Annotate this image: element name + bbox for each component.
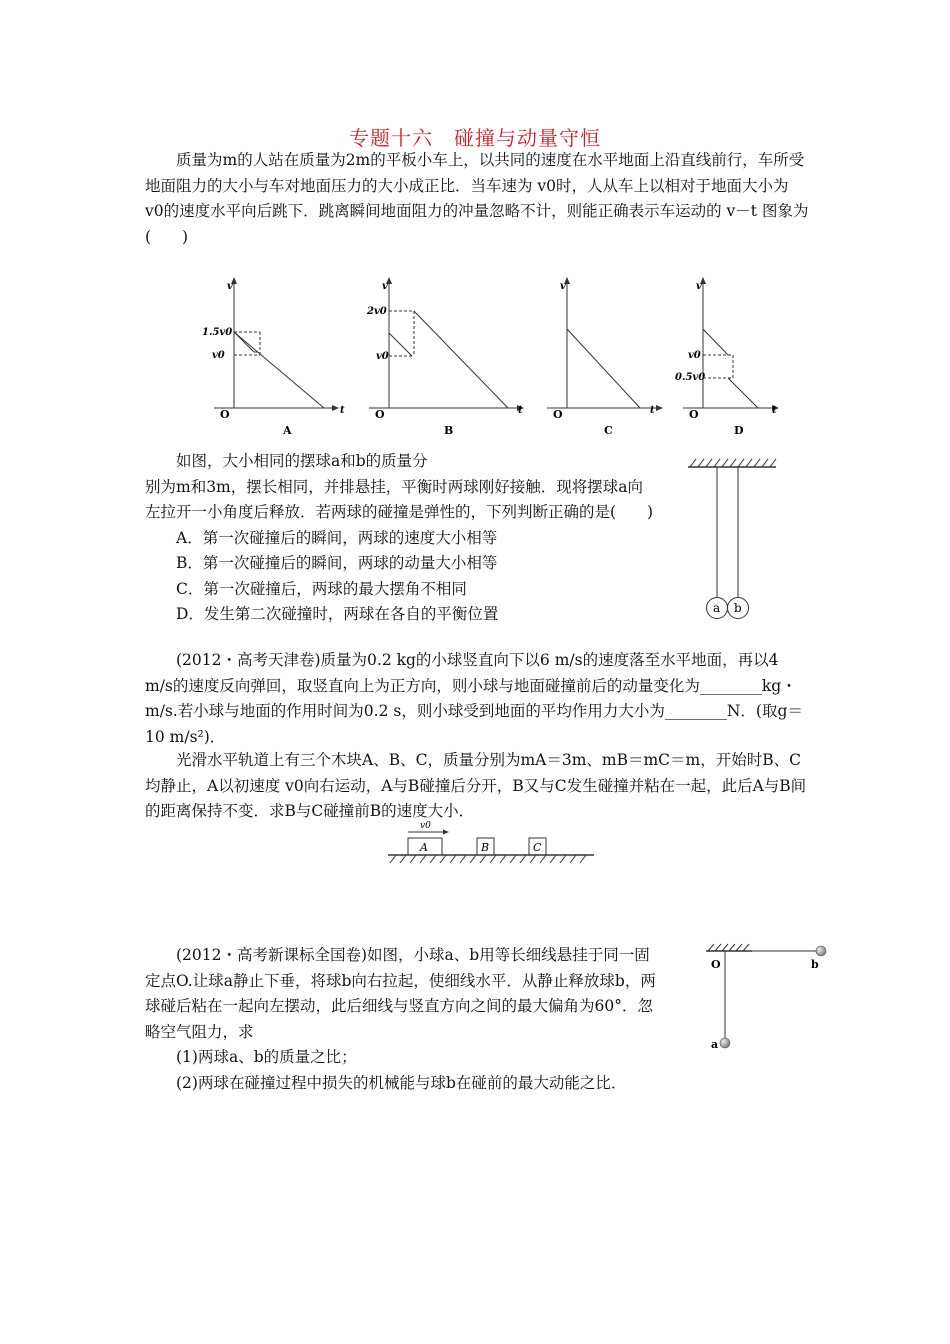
graph-a-t-label: t (340, 405, 345, 416)
hanging-balls-figure (700, 936, 840, 1056)
graph-c-t-label: t (650, 405, 655, 416)
question-3 (145, 648, 810, 750)
graph-a-label: A (283, 424, 292, 437)
question-2-line1: 如图，大小相同的摆球a和b的质量分 (176, 452, 428, 470)
graph-a-tick-low: v0 (212, 350, 225, 361)
ball-a-label: a (713, 601, 721, 615)
graph-a-v-label: v (227, 281, 233, 292)
question-2-line2: 别为m和3m，摆长相同，并排悬挂，平衡时两球刚好接触．现将摆球a向左拉开一小角度后释放．若两球的碰撞是弹性的，下列判断正确的是( ) (145, 477, 654, 521)
block-b-label: B (481, 841, 490, 854)
graph-d-tick-low: 0.5v0 (675, 372, 706, 383)
graph-b-label: B (444, 424, 454, 437)
graph-d-v-label: v (696, 281, 702, 292)
option-d: D．发生第二次碰撞时，两球在各自的平衡位置 (176, 605, 499, 623)
question-3-text: (2012・高考天津卷)质量为0.2 kg的小球竖直向下以6 m/s的速度落至水平地面，再以4 m/s的速度反向弹回，取竖直向上为正方向，则小球与地面碰撞前后的动量变化为________kg・m/s.若小球与地面的作用时间为0.2 s，则小球受到地面的平均作用力大小为________N．(取g＝10 m/s²)． (145, 651, 803, 746)
option-a: A．第一次碰撞后的瞬间，两球的速度大小相等 (176, 528, 498, 547)
graph-b-v-label: v (382, 281, 388, 292)
point-o-label: O (711, 958, 721, 971)
graph-c-v-label: v (560, 281, 566, 292)
graph-b-tick-low: v0 (376, 351, 389, 362)
question-5-text: (2012・高考新课标全国卷)如图，小球a、b用等长细线悬挂于同一固定点O.让球a静止下垂，将球b向右拉起，使细线水平．从静止释放球b，两球碰后粘在一起向左摆动，此后细线与竖直方向之间的最大偏角为60°．忽略空气阻力，求 (145, 946, 656, 1041)
graph-b (366, 278, 523, 437)
question-1-text: 质量为m的人站在质量为2m的平板小车上，以共同的速度在水平地面上沿直线前行，车所受地面阻力的大小与车对地面压力的大小成正比．当车速为 v0时，人从车上以相对于地面大小为 v0的速度水平向后跳下．跳离瞬间地面阻力的冲量忽略不计，则能正确表示车运动的 v－t 图象为( ) (145, 151, 809, 246)
graph-b-tick-high: 2v0 (367, 306, 387, 317)
graph-a-tick-high: 1.5v0 (202, 327, 233, 338)
ball-a-label: a (711, 1038, 719, 1051)
v0-label: v0 (420, 821, 431, 831)
option-c: C．第一次碰撞后，两球的最大摆角不相同 (176, 579, 467, 598)
graph-a-origin: O (220, 408, 230, 421)
graph-d-tick-high: v0 (688, 350, 701, 361)
ball-b-label: b (734, 601, 742, 615)
question-5-sub1: (1)两球a、b的质量之比； (176, 1048, 357, 1066)
graph-c-origin: O (553, 408, 563, 421)
page-title: 专题十六 碰撞与动量守恒 (349, 126, 601, 150)
question-4 (145, 748, 810, 825)
question-4-text: 光滑水平轨道上有三个木块A、B、C，质量分别为mA＝3m、mB＝mC＝m，开始时B、C均静止，A以初速度 v0向右运动，A与B碰撞后分开，B又与C发生碰撞并粘在一起，此后A与B间的距离保持不变．求B与C碰撞前B的速度大小． (145, 751, 807, 820)
pendulum-figure (680, 455, 800, 635)
graph-c-label: C (604, 424, 613, 437)
graph-d-t-label: t (772, 405, 777, 416)
graph-d (675, 278, 778, 437)
graph-d-label: D (734, 424, 744, 437)
option-b: B．第一次碰撞后的瞬间，两球的动量大小相等 (176, 554, 498, 572)
block-a-label: A (420, 841, 428, 854)
graph-b-t-label: t (518, 405, 523, 416)
graph-d-origin: O (689, 408, 699, 421)
block-c-label: C (533, 841, 542, 854)
graph-a (202, 278, 345, 437)
ball-b-label: b (811, 958, 819, 971)
question-1 (145, 148, 810, 250)
graph-b-origin: O (375, 408, 385, 421)
graph-c (547, 278, 662, 437)
blocks-figure (382, 816, 622, 871)
vt-graphs-figure (0, 272, 950, 442)
question-5-sub2: (2)两球在碰撞过程中损失的机械能与球b在碰前的最大动能之比． (176, 1073, 627, 1092)
